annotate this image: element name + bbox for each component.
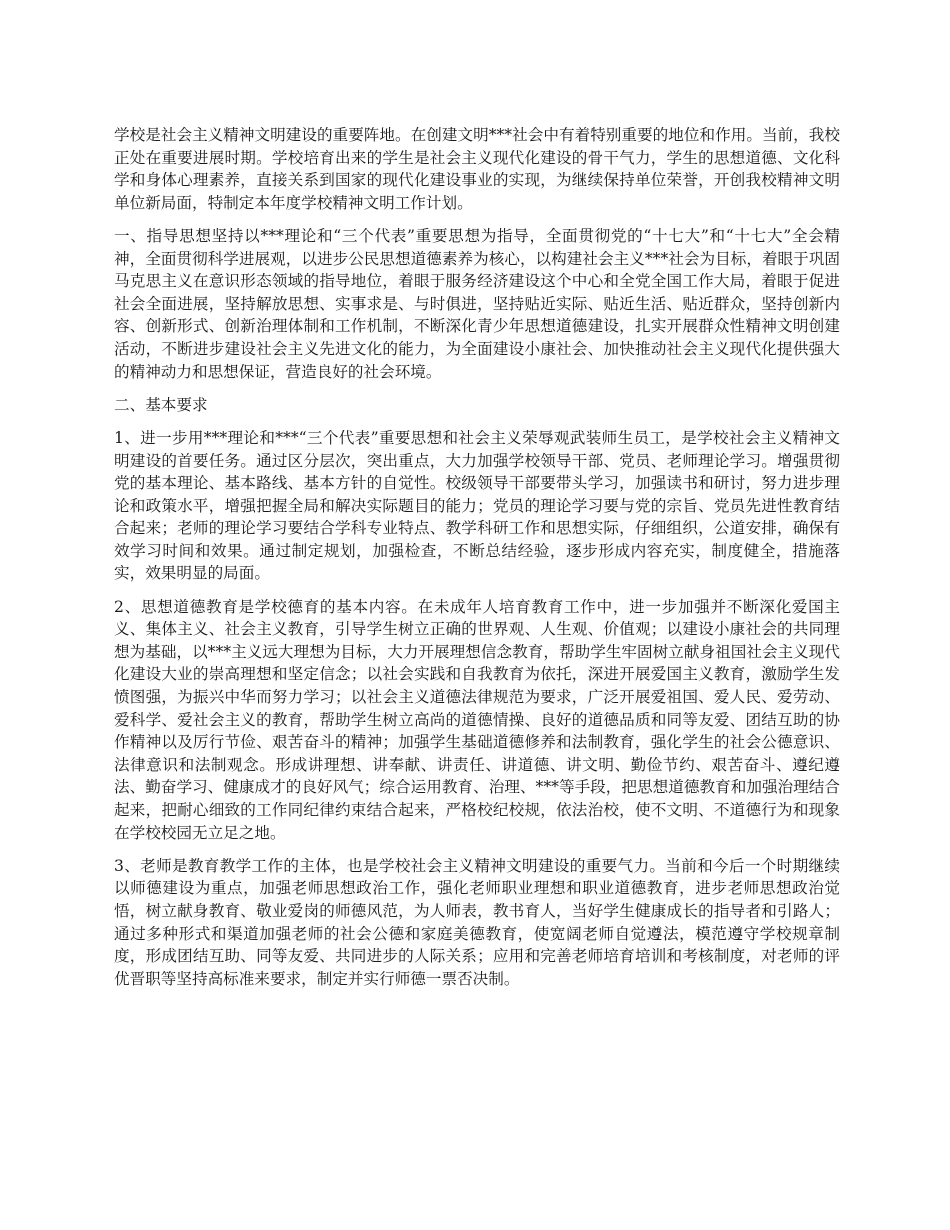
document-body	[114, 124, 840, 1001]
guiding-ideology-paragraph: 一、指导思想坚持以***理论和“三个代表”重要思想为指导，全面贯彻党的“十七大”和“十七大”全会精神，全面贯彻科学进展观，以进步公民思想道德素养为核心，以构建社会主义***社会为目标，着眼于巩固马克思主义在意识形态领域的指导地位，着眼于服务经济建设这个中心和全党全国工作大局，着眼于促进社会全面进展，坚持解放思想、实事求是、与时俱进，坚持贴近实际、贴近生活、贴近群众，坚持创新内容、创新形式、创新治理体制和工作机制，不断深化青少年思想道德建设，扎实开展群众性精神文明创建活动，不断进步建设社会主义先进文化的能力，为全面建设小康社会、加快推动社会主义现代化提供强大的精神动力和思想保证，营造良好的社会环境。	[114, 226, 840, 381]
requirement-1-paragraph: 1、进一步用***理论和***“三个代表”重要思想和社会主义荣辱观武装师生员工，是学校社会主义精神文明建设的首要任务。通过区分层次，突出重点，大力加强学校领导干部、党员、老师理论学习。增强贯彻党的基本理论、基本路线、基本方针的自觉性。校级领导干部要带头学习，加强读书和研讨，努力进步理论和政策水平，增强把握全局和解决实际题目的能力；党员的理论学习要与党的宗旨、党员先进性教育结合起来；老师的理论学习要结合学科专业特点、教学科研工作和思想实际，仔细组织，公道安排，确保有效学习时间和效果。通过制定规划，加强检查，不断总结经验，逐步形成内容充实，制度健全，措施落实，效果明显的局面。	[114, 428, 840, 583]
requirement-2-paragraph: 2、思想道德教育是学校德育的基本内容。在未成年人培育教育工作中，进一步加强并不断深化爱国主义、集体主义、社会主义教育，引导学生树立正确的世界观、人生观、价值观；以建设小康社会的共同理想为基础，以***主义远大理想为目标，大力开展理想信念教育，帮助学生牢固树立献身祖国社会主义现代化建设大业的崇高理想和坚定信念；以社会实践和自我教育为依托，深进开展爱国主义教育，激励学生发愤图强，为振兴中华而努力学习；以社会主义道德法律规范为要求，广泛开展爱祖国、爱人民、爱劳动、爱科学、爱社会主义的教育，帮助学生树立高尚的道德情操、良好的道德品质和同等友爱、团结互助的协作精神以及厉行节俭、艰苦奋斗的精神；加强学生基础道德修养和法制教育，强化学生的社会公德意识、法律意识和法制观念。形成讲理想、讲奉献、讲责任、讲道德、讲文明、勤俭节约、艰苦奋斗、遵纪遵法、勤奋学习、健康成才的良好风气；综合运用教育、治理、***等手段，把思想道德教育和加强治理结合起来，把耐心细致的工作同纪律约束结合起来，严格校纪校规，依法治校，使不文明、不道德行为和现象在学校校园无立足之地。	[114, 597, 840, 842]
basic-requirements-heading: 二、基本要求	[114, 395, 208, 414]
intro-paragraph: 学校是社会主义精神文明建设的重要阵地。在创建文明***社会中有着特别重要的地位和作用。当前，我校正处在重要进展时期。学校培育出来的学生是社会主义现代化建设的骨干气力，学生的思想道德、文化科学和身体心理素养，直接关系到国家的现代化建设事业的实现，为继续保持单位荣誉，开创我校精神文明单位新局面，特制定本年度学校精神文明工作计划。	[114, 126, 840, 212]
requirement-3-paragraph: 3、老师是教育教学工作的主体，也是学校社会主义精神文明建设的重要气力。当前和今后一个时期继续以师德建设为重点，加强老师思想政治工作，强化老师职业理想和职业道德教育，进步老师思想政治觉悟，树立献身教育、敬业爱岗的师德风范，为人师表，教书育人，当好学生健康成长的指导者和引路人；通过多种形式和渠道加强老师的社会公德和家庭美德教育，使宽阔老师自觉遵法，模范遵守学校规章制度，形成团结互助、同等友爱、共同进步的人际关系；应用和完善老师培育培训和考核制度，对老师的评优晋职等坚持高标准来要求，制定并实行师德一票否决制。	[114, 856, 840, 988]
